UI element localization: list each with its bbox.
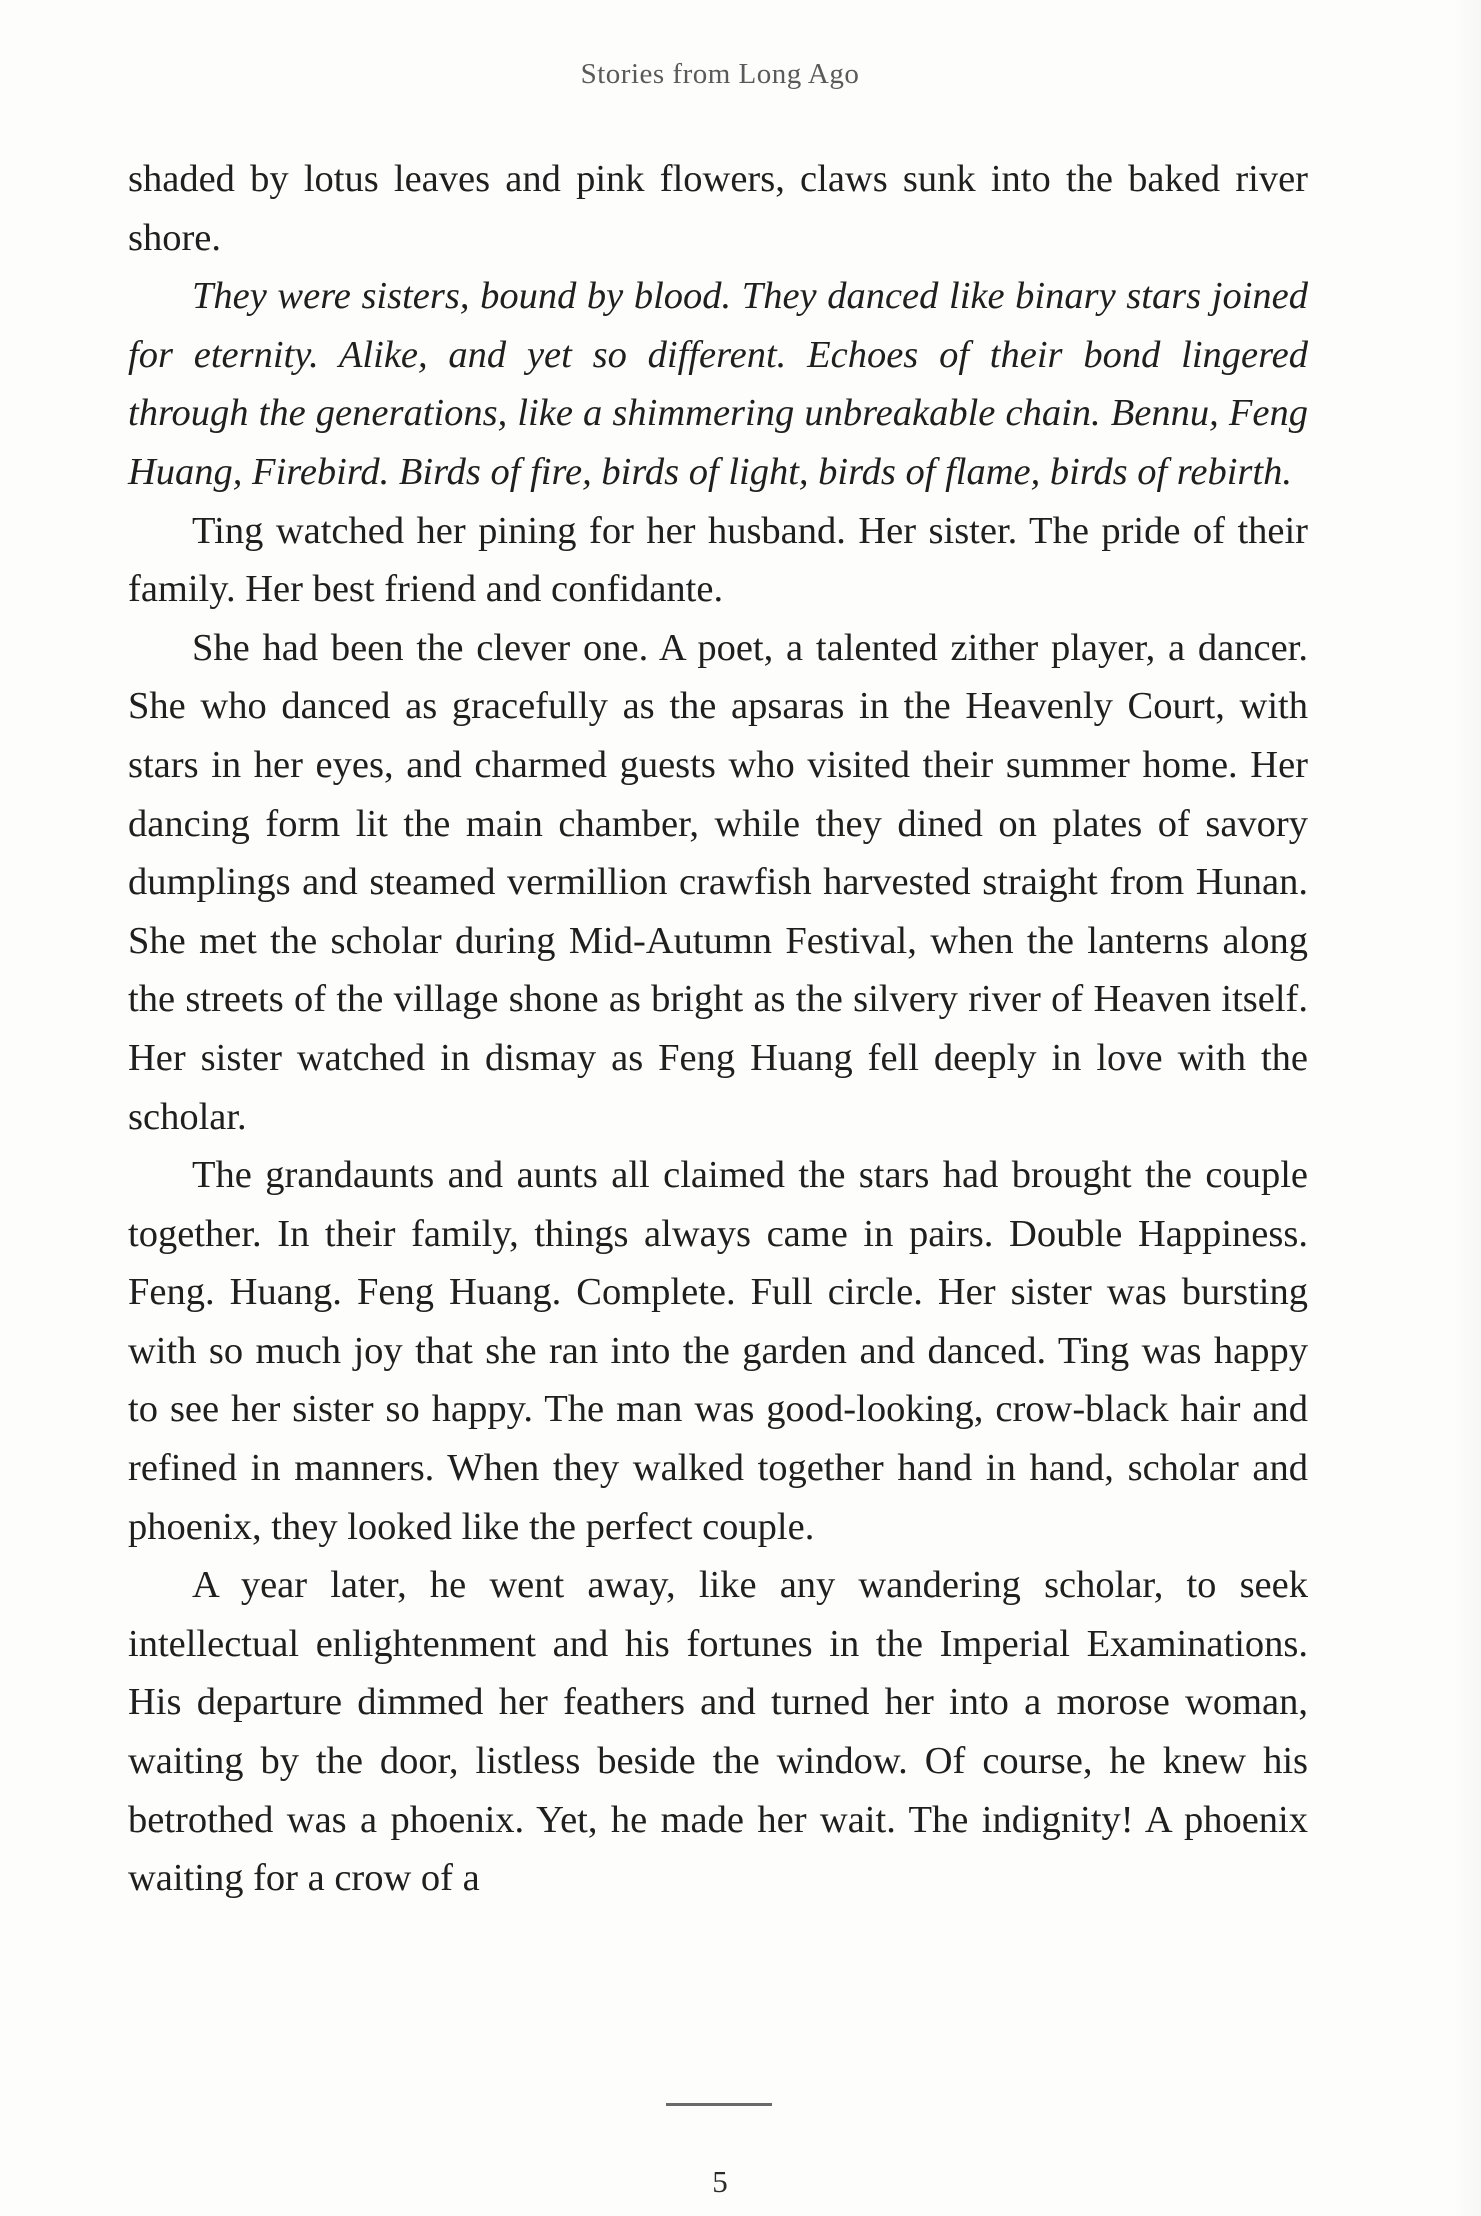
page-number: 5 [712,2164,728,2199]
running-head: Stories from Long Ago [580,58,860,90]
paragraph: A year later, he went away, like any wandering scholar, to seek intellectual enlightenment and his fortunes in the Imperial Examinations. His departure dimmed her feathers and turned her into a morose woman, waiting by the door, listless beside the window. Of course, he knew his betrothed was a phoenix. Yet, he made her wait. The indignity! A phoenix waiting for a crow of a [128,1564,1308,1900]
folio-rule [666,2103,772,2106]
italic-paragraph: They were sisters, bound by blood. They danced like binary stars joined for eternity. Alike, and yet so different. Echoes of their bond lingered through the generations, like a shimmering unbreakable chain. Bennu, Feng Huang, Firebird. Birds of fire, birds of light, birds of flame, birds of rebirth. [128,275,1308,493]
body-text [128,150,1308,1908]
paragraph: Ting watched her pining for her husband. Her sister. The pride of their family. Her best friend and confidante. [128,509,1308,611]
page-edge-shadow [1453,0,1481,2216]
paragraph: The grandaunts and aunts all claimed the stars had brought the couple together. In their family, things always came in pairs. Double Happiness. Feng. Huang. Feng Huang. Complete. Full circle. Her sister was bursting with so much joy that she ran into the garden and danced. Ting was happy to see her sister so happy. The man was good-looking, crow-black hair and refined in manners. When they walked together hand in hand, scholar and phoenix, they looked like the perfect couple. [128,1154,1308,1548]
paragraph: shaded by lotus leaves and pink flowers, claws sunk into the baked river shore. [128,158,1308,259]
paragraph: She had been the clever one. A poet, a talented zither player, a dancer. She who danced as gracefully as the apsaras in the Heavenly Court, with stars in her eyes, and charmed guests who visited their summer home. Her dancing form lit the main chamber, while they dined on plates of savory dumplings and steamed vermillion crawfish harvested straight from Hunan. She met the scholar during Mid-Autumn Festival, when the lanterns along the streets of the village shone as bright as the silvery river of Heaven itself. Her sister watched in dismay as Feng Huang fell deeply in love with the scholar. [128,626,1308,1138]
